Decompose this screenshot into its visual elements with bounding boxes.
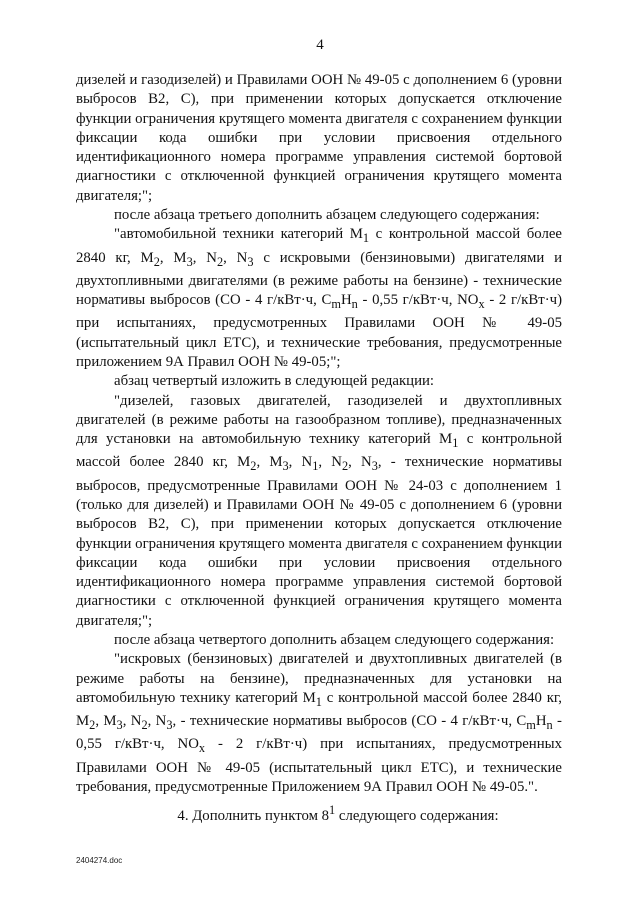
page-number: 4 [316,37,324,53]
paragraph-p8: 4. Дополнить пунктом $8^1$ следующего содержания: [177,803,499,825]
paragraph-p5: "дизелей, газовых двигателей, газодизелей и двухтопливных двигателей (в режиме работы на газообразном топливе), предназначенных для установки на автомобильную технику категорий $M_1$ с контрольной массой более 2840 кг, $M_2$, $M_3$, $N_1$, $N_2$, $N_3$, - технические нормативы выбросов, предусмотренные Правилами ООН № 24-03 с дополнением 1 (только для дизелей) и Правилами ООН № 49-05 с дополнением 6 (уровни выбросов В2, С), при применении которых допускается отключение функции ограничения крутящего момента двигателя с сохранением функции фиксации кода ошибки при условии присвоения отдельного идентификационного номера программе управления системой бортовой диагностики с отключенной функцией ограничения крутящего момента двигателя;"; [76,392,562,629]
paragraph-p3: "автомобильной техники категорий $M_1$ с контрольной массой более 2840 кг, $M_2$, $M_3$, $N_2$, $N_3$ с искровыми (бензиновыми) двигателями и двухтопливными двигателями (в режиме работы на бензине) - технические нормативы выбросов (CO - 4 г/кВт·ч, $C_mH_n - 0,55$ г/кВт·ч, $NO_x - 2$ г/кВт·ч) при испытаниях, предусмотренных Правилами ООН № 49-05 (испытательный цикл ETC), и технические требования, предусмотренные приложением 9А Правил ООН № 49-05;"; [76,226,562,371]
paragraph-p7: "искровых (бензиновых) двигателей и двухтопливных двигателей (в режиме работы на бензине), предназначенных для установки на автомобильную технику категорий $M_1$ с контрольной массой более 2840 кг, $M_2$, $M_3$, $N_2$, $N_3$, - технические нормативы выбросов (CO - 4 г/кВт·ч, $C_mH_n - 0,55$ г/кВт·ч, $NO_x - 2$ г/кВт·ч) при испытаниях, предусмотренных Правилами ООН № 49-05 (испытательный цикл ETC), и технические требования, предусмотренные Приложением 9А Правил ООН № 49-05.". [76,651,562,796]
document-body [76,71,562,827]
paragraph-p1: дизелей и газодизелей) и Правилами ООН № 49-05 с дополнением 6 (уровни выбросов В2, С), при применении которых допускается отключение функции ограничения крутящего момента двигателя с сохранением функции фиксации кода ошибки при условии присвоения отдельного идентификационного номера программе управления системой бортовой диагностики с отключенной функцией ограничения крутящего момента двигателя;"; [76,72,562,204]
file-name-footer: 2404274.doc [76,856,123,865]
paragraph-p4: абзац четвертый изложить в следующей редакции: [114,373,435,390]
paragraph-p6: после абзаца четвертого дополнить абзацем следующего содержания: [114,632,555,649]
paragraph-p2: после абзаца третьего дополнить абзацем следующего содержания: [114,207,540,224]
